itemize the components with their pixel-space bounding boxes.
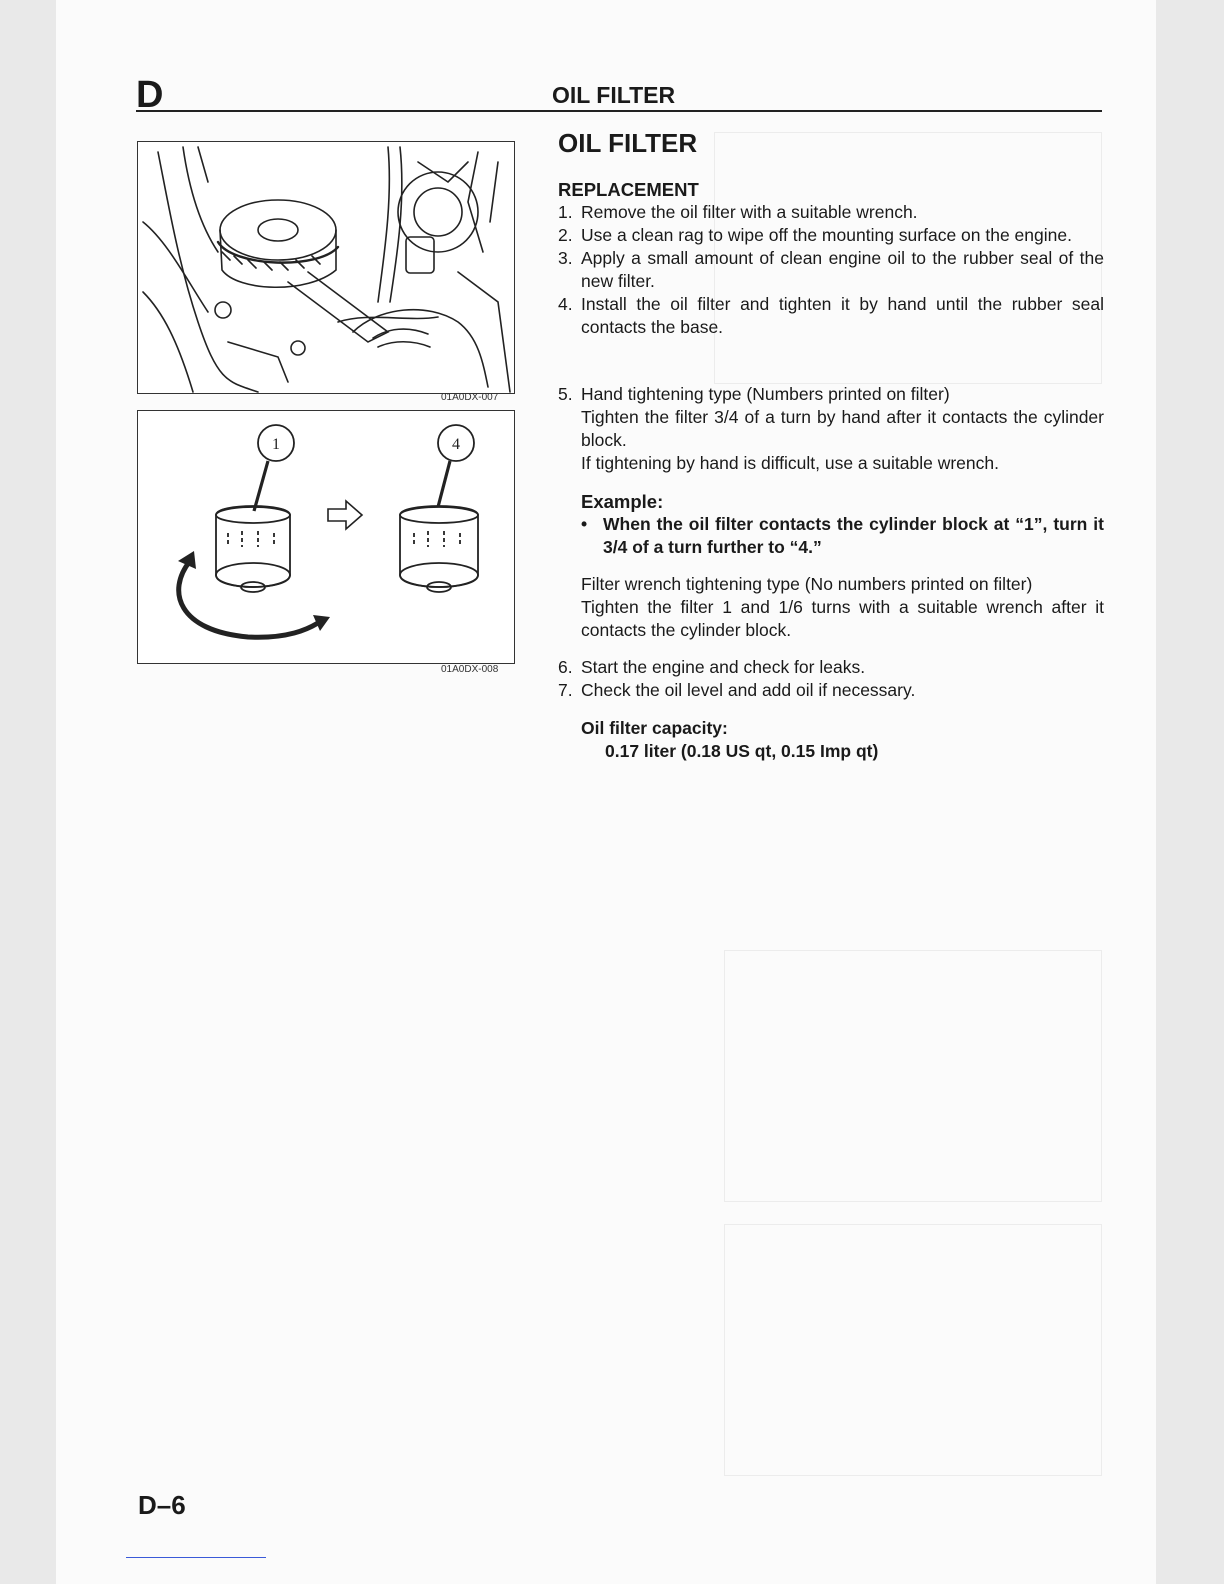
footer-link-underline [126,1557,266,1558]
start-position-label: 1 [272,436,280,453]
header-rule [136,110,1102,112]
section-letter: D [136,74,164,116]
wrench-type-title: Filter wrench tightening type (No numbers printed on filter) [581,574,1033,594]
step-text: Apply a small amount of clean engine oil to the rubber seal of the new filter. [581,248,1104,291]
page-number: D–6 [138,1490,186,1520]
step5-line1: Tighten the filter 3/4 of a turn by hand after it contacts the cylinder block. [581,407,1104,450]
step-number: 1. [558,202,573,222]
step-number: 5. [558,384,573,404]
capacity-value: 0.17 liter (0.18 US qt, 0.15 Imp qt) [605,741,879,761]
capacity-label: Oil filter capacity: [581,718,728,738]
step-text: Use a clean rag to wipe off the mounting surface on the engine. [581,225,1072,245]
bleed-through-frame [724,1224,1102,1476]
steps-list [558,201,1104,339]
step-number: 4. [558,294,573,314]
step-number: 7. [558,680,573,700]
step-number: 6. [558,657,573,677]
wrench-type-text: Tighten the filter 1 and 1/6 turns with a suitable wrench after it contacts the cylinder block. [581,597,1104,640]
figure-oil-filter-removal [137,141,515,394]
bullet-icon: • [581,514,588,534]
section-heading: OIL FILTER [558,128,698,158]
example-label: Example: [581,491,664,512]
figure-code: 01A0DX-007 [441,392,499,403]
list-item [558,383,1104,642]
bleed-through-frame [724,950,1102,1202]
example-text-block [581,513,1104,559]
list-item [558,224,1104,247]
step-text: Remove the oil filter with a suitable wrench. [581,202,918,222]
example-text: When the oil filter contacts the cylinder block at “1”, turn it 3/4 of a turn further to “4.” [603,514,1104,557]
step-number: 2. [558,225,573,245]
steps-after-list [558,656,1104,702]
step-number: 3. [558,248,573,268]
step-text: Install the oil filter and tighten it by hand until the rubber seal contacts the base. [581,294,1104,337]
step5-line2: If tightening by hand is difficult, use a suitable wrench. [581,453,999,473]
figure-tightening-diagram [137,410,515,664]
step5-title: Hand tightening type (Numbers printed on filter) [581,384,950,404]
subheading: REPLACEMENT [558,179,699,200]
step5-list [558,383,1104,642]
step-text: Start the engine and check for leaks. [581,657,866,677]
end-position-label: 4 [452,436,460,453]
step-text: Check the oil level and add oil if necessary. [581,680,916,700]
header-title: OIL FILTER [552,82,676,108]
list-item [558,679,1104,702]
list-item [558,201,1104,224]
figure-code: 01A0DX-008 [441,664,499,675]
oil-filter-removal-drawing [138,142,514,393]
list-item [558,247,1104,293]
list-item [558,293,1104,339]
tightening-drawing [138,411,514,663]
content-column [558,128,1104,763]
capacity-block [558,717,1104,763]
list-item [558,656,1104,679]
